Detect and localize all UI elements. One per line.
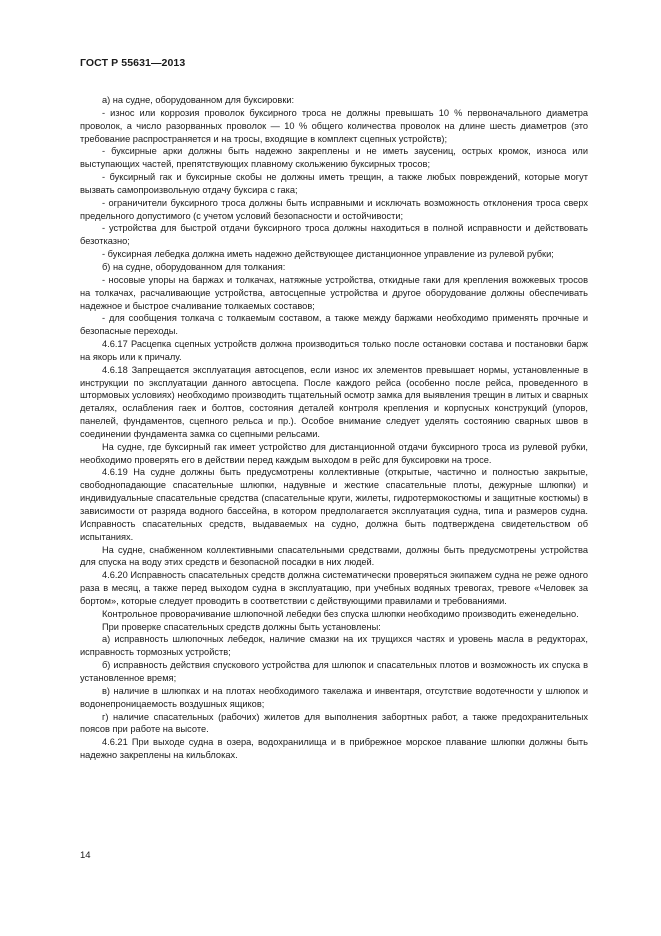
paragraph: - буксирный гак и буксирные скобы не должны иметь трещин, а также любых повреждений, которые могут вызвать самопроизвольную отдачу буксира с гака; bbox=[80, 172, 588, 195]
paragraph: а) исправность шлюпочных лебедок, наличие смазки на их трущихся частях и уровень масла в редукторах, исправность тормозных устройств; bbox=[80, 634, 588, 658]
paragraph: - устройства для быстрой отдачи буксирного троса должны находиться в полной исправности и действовать безотказно; bbox=[80, 223, 588, 247]
paragraph: - буксирная лебедка должна иметь надежно действующее дистанционное управление из рулевой рубки; bbox=[102, 249, 554, 260]
paragraph: 4.6.17 Расцепка сцепных устройств должна производиться только после остановки состава и постановки барж на якорь или к причалу. bbox=[80, 339, 588, 362]
document-body bbox=[80, 94, 588, 762]
paragraph: На судне, где буксирный гак имеет устройство для дистанционной отдачи буксирного троса из рулевой рубки, необходимо проверять его в действии перед каждым выходом в рейс для буксировки на тросе. bbox=[80, 441, 588, 465]
document-header: ГОСТ Р 55631—2013 bbox=[80, 57, 186, 69]
paragraph: - износ или коррозия проволок буксирного троса не должны превышать 10 % первоначального диаметра проволок, а число разорванных проволок — 10 % общего количества проволок на длине шесть диаметров (это требование распространяется и на тросы, входящие в комплект сцепных устройств); bbox=[80, 107, 588, 144]
paragraph: - носовые упоры на баржах и толкачах, натяжные устройства, откидные гаки для крепления вожжевых тросов на толкачах, расчаливающие устройства, автосцепные устройства и другое оборудование должны обеспечивать надежное и быстрое счаливание толкаемых составов; bbox=[80, 274, 588, 311]
paragraph: 4.6.20 Исправность спасательных средств должна систематически проверяться экипажем судна не реже одного раза в месяц, а также перед выходом судна в эксплуатацию, при учебных водяных тревогах, тревоге «Человек за бортом», которые следует проводить в соответствии с действующими правилами и требованиями. bbox=[80, 570, 588, 606]
paragraph: б) исправность действия спускового устройства для шлюпок и спасательных плотов и возможность их спуска в установленное время; bbox=[80, 660, 588, 683]
paragraph: 4.6.21 При выходе судна в озера, водохранилища и в прибрежное морское плавание шлюпки должны быть надежно закреплены на кильблоках. bbox=[80, 737, 588, 761]
paragraph: а) на судне, оборудованном для буксировки: bbox=[102, 95, 295, 105]
paragraph: б) на судне, оборудованном для толкания: bbox=[102, 261, 286, 272]
paragraph: в) наличие в шлюпках и на плотах необходимого такелажа и инвентаря, отсутствие водотечности у шлюпок и водонепроницаемость воздушных ящиков; bbox=[80, 685, 588, 709]
paragraph: На судне, снабженном коллективными спасательными средствами, должны быть предусмотрены устройства для спуска на воду этих средств и безопасной посадки в них людей. bbox=[80, 544, 588, 568]
paragraph: г) наличие спасательных (рабочих) жилетов для выполнения забортных работ, а также предохранительных поясов при работе на высоте. bbox=[80, 711, 588, 735]
paragraph: 4.6.18 Запрещается эксплуатация автосцепов, если износ их элементов превышает нормы, установленные в инструкции по эксплуатации данного автосцепа. После каждого рейса (особенно после рейса, проведенного в штормовых условиях) необходимо производить тщательный осмотр замка для выявления трещин в литых и сварных деталях, ослабления гаек и болтов, состояния деталей контроля крепления и корпусных конструкций (упоров, панелей, фундаментов, сцепного рельса и пр.). Особое внимание следует уделять состоянию сварных швов в соединении фундамента замка со сцепными рельсами. bbox=[80, 364, 588, 439]
paragraph: - буксирные арки должны быть надежно закреплены и не иметь заусениц, острых кромок, износа или выступающих частей, препятствующих плавному скольжению буксирных тросов; bbox=[80, 146, 588, 170]
paragraph: При проверке спасательных средств должны быть установлены: bbox=[102, 621, 381, 632]
page-number: 14 bbox=[80, 850, 91, 861]
paragraph: - для сообщения толкача с толкаемым составом, а также между баржами необходимо применять прочные и безопасные переходы. bbox=[80, 313, 588, 337]
paragraph: - ограничители буксирного троса должны быть исправными и исключать возможность отклонения троса сверх предельного допустимого (с учетом условий безопасности и остойчивости; bbox=[80, 197, 588, 221]
paragraph: Контрольное проворачивание шлюпочной лебедки без спуска шлюпки необходимо производить еженедельно. bbox=[102, 608, 579, 619]
paragraph: 4.6.19 На судне должны быть предусмотрены коллективные (открытые, частично и полностью закрытые, свободнопадающие спасательные шлюпки, надувные и жесткие спасательные плоты, дежурные шлюпки) и индивидуальные спасательные средства (спасательные круги, жилеты, гидротермокостюмы и защитные костюмы) в зависимости от разряда водного бассейна, в котором предполагается эксплуатация судна, типа и размеров судна. Исправность спасательных средств, выдаваемых на судно, должна быть подтверждена свидетельством об испытаниях. bbox=[80, 467, 588, 542]
